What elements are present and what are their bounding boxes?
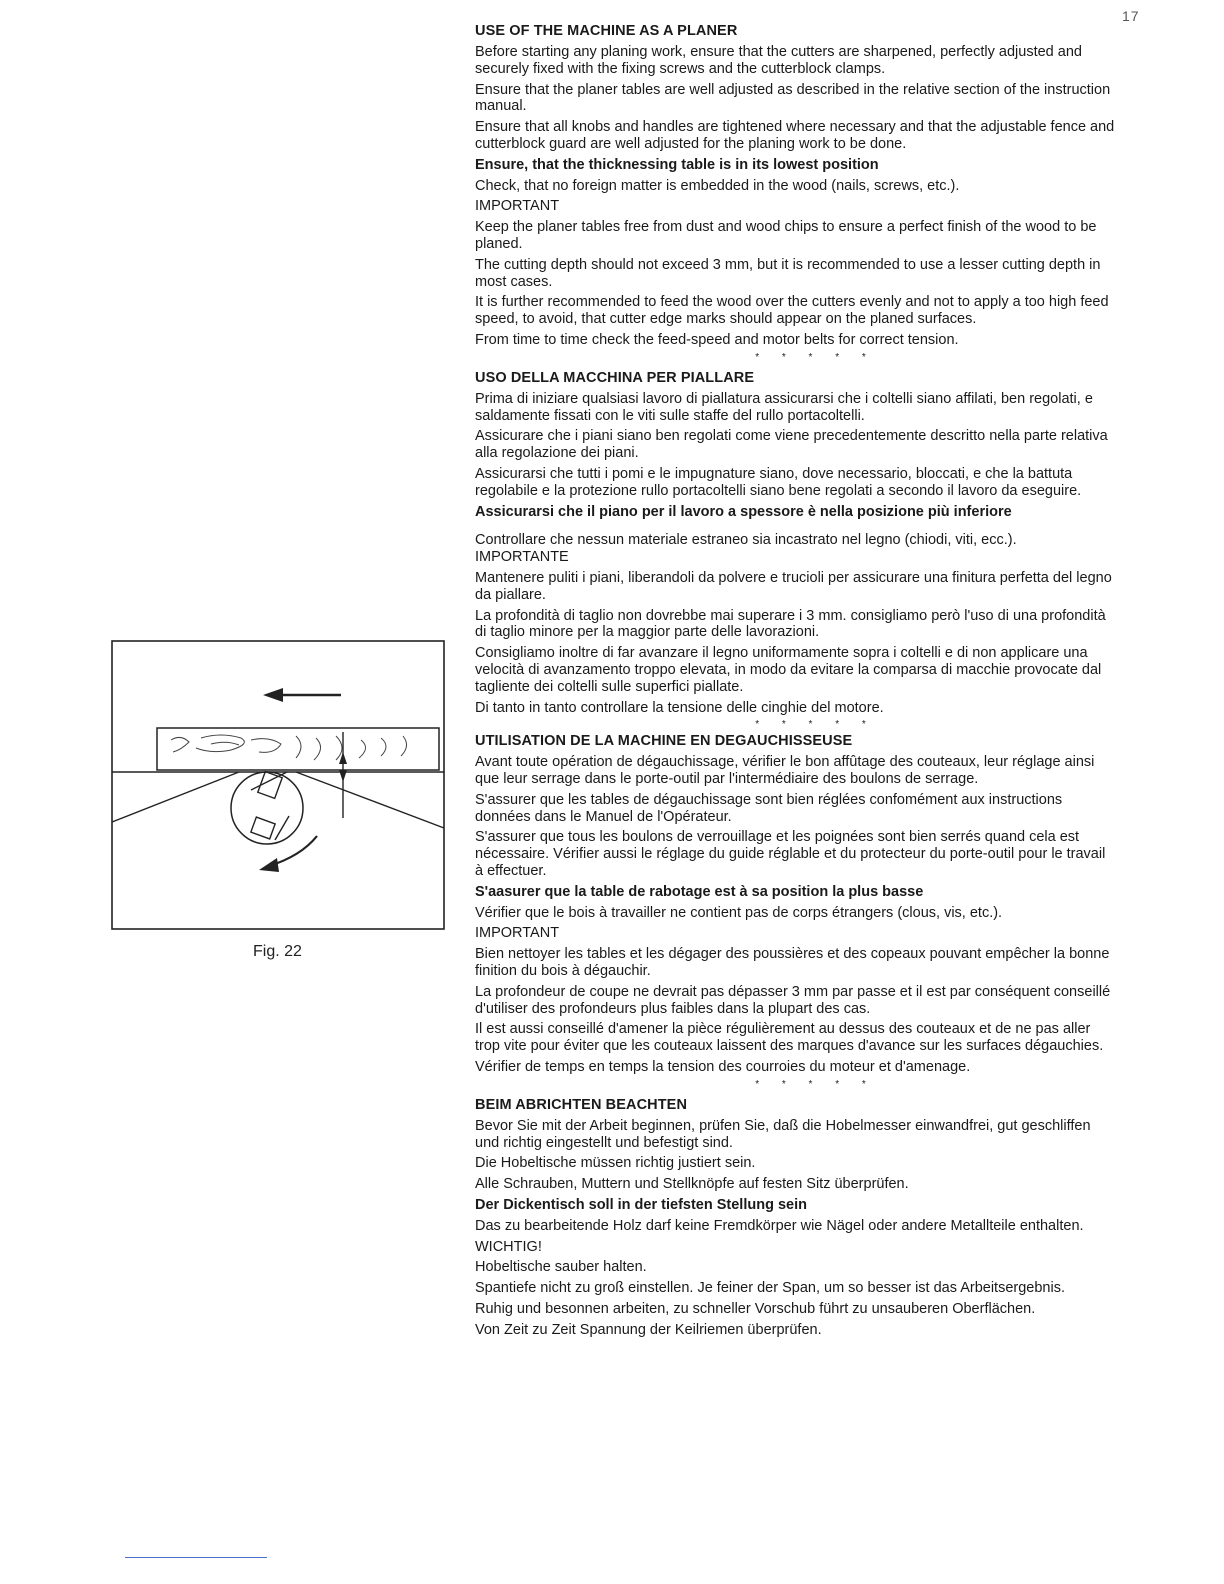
section-french	[475, 732, 1116, 1090]
paragraph: La profondeur de coupe ne devrait pas dépasser 3 mm par passe et il est par conséquent conseillé d'utiliser des profondeurs plus faibles dans la plupart des cas.	[475, 983, 1111, 1017]
paragraph: Hobeltische sauber halten.	[475, 1259, 647, 1276]
paragraph: Vérifier de temps en temps la tension des courroies du moteur et d'amenage.	[475, 1059, 971, 1076]
paragraph-bold: Ensure, that the thicknessing table is in its lowest position	[475, 156, 879, 173]
section-title: BEIM ABRICHTEN BEACHTEN	[475, 1096, 688, 1113]
infeed-table-edge	[112, 772, 239, 822]
cutter-knife-bottom	[251, 817, 275, 839]
paragraph: Bien nettoyer les tables et les dégager des poussières et des copeaux pouvant empêcher la bonne finition du bois à dégauchir.	[475, 946, 1110, 980]
paragraph: S'assurer que tous les boulons de verrouillage et les poignées sont bien serrés quand cela est nécessaire. Vérifier aussi le réglage du guide réglable et du protecteur du porte-outil pour le travail à effectuer.	[475, 829, 1106, 880]
section-english	[475, 22, 1116, 363]
figure-frame	[112, 641, 444, 929]
planer-diagram-drawing	[111, 640, 445, 930]
paragraph: Consigliamo inoltre di far avanzare il legno uniformamente sopra i coltelli e di non applicare una velocità di avanzamento troppo elevata, in modo da evitare la comparsa di macchie provocate dal tagliente dei coltelli sulle superfici piallate.	[475, 645, 1102, 695]
text-column	[475, 22, 1116, 1343]
paragraph: Assicurare che i piani siano ben regolati come viene precedentemente descritto nella parte relativa alla regolazione dei piani.	[475, 428, 1108, 462]
paragraph: Check, that no foreign matter is embedded in the wood (nails, screws, etc.).	[475, 177, 960, 194]
paragraph: Assicurarsi che tutti i pomi e le impugnature siano, dove necessario, bloccati, e che la battuta regolabile e la protezione rullo portacoltelli siano bene regolati a secondo il lavoro da eseguire.	[475, 465, 1082, 499]
section-title: UTILISATION DE LA MACHINE EN DEGAUCHISSEUSE	[475, 733, 853, 750]
planer-diagram	[111, 640, 445, 930]
paragraph: Controllare che nessun materiale estraneo sia incastrato nel legno (chiodi, viti, ecc.).	[475, 532, 1017, 549]
important-label: IMPORTANT	[475, 198, 560, 215]
important-label: IMPORTANTE	[475, 549, 569, 566]
rotation-arrow-head	[259, 858, 279, 872]
paragraph: From time to time check the feed-speed and motor belts for correct tension.	[475, 331, 959, 348]
paragraph: Ensure that all knobs and handles are tightened where necessary and that the adjustable fence and cutterblock guard are well adjusted for the planing work to be done.	[475, 119, 1115, 152]
feed-arrow-head	[263, 688, 283, 702]
paragraph: Di tanto in tanto controllare la tensione delle cinghie del motore.	[475, 699, 884, 716]
paragraph: Bevor Sie mit der Arbeit beginnen, prüfen Sie, daß die Hobelmesser einwandfrei, gut geschliffen und richtig eingestellt und befestigt sind.	[475, 1117, 1091, 1151]
paragraph: Il est aussi conseillé d'amener la pièce régulièrement au dessus des couteaux et de ne pas aller trop vite pour éviter que les couteaux laissent des marques d'avance sur les surfaces dégauchies.	[475, 1021, 1104, 1055]
paragraph: The cutting depth should not exceed 3 mm, but it is recommended to use a lesser cutting depth in most cases.	[475, 256, 1101, 290]
paragraph: Spantiefe nicht zu groß einstellen. Je feiner der Span, um so besser ist das Arbeitsergebnis.	[475, 1280, 1065, 1297]
paragraph: Vérifier que le bois à travailler ne contient pas de corps étrangers (clous, vis, etc.).	[475, 904, 1003, 921]
wood-grain	[171, 735, 407, 760]
paragraph: Keep the planer tables free from dust and wood chips to ensure a perfect finish of the wood to be planed.	[475, 219, 1097, 252]
paragraph: Die Hobeltische müssen richtig justiert sein.	[475, 1155, 756, 1172]
outfeed-table-edge	[296, 772, 444, 828]
depth-arrow-down	[339, 770, 347, 782]
footer-rule	[125, 1557, 267, 1558]
section-german	[475, 1096, 1116, 1339]
paragraph: Before starting any planing work, ensure that the cutters are sharpened, perfectly adjusted and securely fixed with the fixing screws and the cutterblock clamps.	[475, 44, 1082, 77]
paragraph: Das zu bearbeitende Holz darf keine Fremdkörper wie Nägel oder andere Metallteile enthalten.	[475, 1217, 1084, 1234]
paragraph-bold: Der Dickentisch soll in der tiefsten Stellung sein	[475, 1197, 807, 1214]
section-separator: * * * * *	[755, 1078, 876, 1090]
important-label: IMPORTANT	[475, 925, 560, 942]
paragraph: S'assurer que les tables de dégauchissage sont bien réglées confomément aux instructions données dans le Manuel de l'Opérateur.	[475, 791, 1063, 825]
paragraph: It is further recommended to feed the wood over the cutters evenly and not to apply a too high feed speed, to avoid, that cutter edge marks should appear on the planed surfaces.	[475, 294, 1109, 328]
section-separator: * * * * *	[755, 351, 876, 363]
important-label: WICHTIG!	[475, 1238, 542, 1255]
paragraph: Mantenere puliti i piani, liberandoli da polvere e trucioli per assicurare una finitura perfetta del legno da piallare.	[475, 569, 1112, 603]
paragraph: Avant toute opération de dégauchissage, vérifier le bon affûtage des couteaux, leur réglage ainsi que leur serrage dans le porte-outil par l'intermédiaire des boulons de serrage.	[475, 754, 1095, 788]
section-separator: * * * * *	[755, 719, 876, 731]
figure-caption: Fig. 22	[253, 943, 302, 960]
cutterblock	[231, 772, 303, 844]
paragraph: Ruhig und besonnen arbeiten, zu schneller Vorschub führt zu unsauberen Oberflächen.	[475, 1301, 1036, 1318]
paragraph: Prima di iniziare qualsiasi lavoro di piallatura assicurarsi che i coltelli siano affilati, ben regolati, e saldamente fissati con le viti sulle staffe del rullo portacoltelli.	[475, 390, 1093, 424]
section-title: USE OF THE MACHINE AS A PLANER	[475, 23, 738, 39]
paragraph: Alle Schrauben, Muttern und Stellknöpfe auf festen Sitz überprüfen.	[475, 1176, 909, 1193]
paragraph: La profondità di taglio non dovrebbe mai superare i 3 mm. consigliamo però l'uso di una profondità di taglio minore per la maggior parte delle lavorazioni.	[475, 607, 1106, 641]
paragraph-bold: Assicurarsi che il piano per il lavoro a spessore è nella posizione più inferiore	[475, 503, 1012, 520]
section-italian	[475, 369, 1116, 731]
page-number: 17	[1122, 8, 1140, 24]
paragraph-bold: S'aasurer que la table de rabotage est à sa position la plus basse	[475, 883, 924, 900]
paragraph: Ensure that the planer tables are well adjusted as described in the relative section of the instruction manual.	[475, 81, 1111, 115]
cutter-knife-bottom-edge	[275, 816, 289, 840]
paragraph: Von Zeit zu Zeit Spannung der Keilriemen überprüfen.	[475, 1321, 822, 1338]
section-title: USO DELLA MACCHINA PER PIALLARE	[475, 369, 755, 386]
